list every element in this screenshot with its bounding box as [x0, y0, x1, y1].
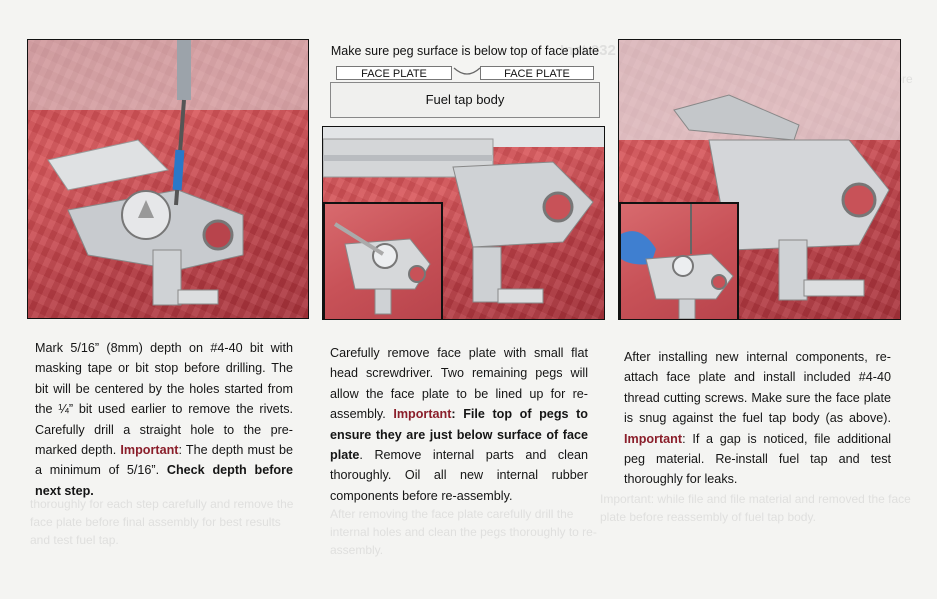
step1-photo: [27, 39, 309, 319]
caption-text: Carefully remove face plate with small flat head screwdriver. Two remaining pegs will allow the face plate to be lined up for re-assembly.: [330, 346, 588, 422]
important-label: Important: [393, 407, 452, 422]
screw-install-illustration: [621, 204, 737, 319]
caption-text: Mark 5/16” (8mm) depth on #4-40 bit with masking tape or bit stop before drilling. The bit will be centered by the holes started from the ¼” bit used earlier to remove the rivets. Carefully drill a straight hole to the pre-marked depth.: [35, 341, 293, 458]
drill-illustration: [28, 40, 309, 319]
step2-inset-photo: [323, 202, 443, 320]
caption-text: : If a gap is noticed, file additional peg material. Re-install fuel tap and test thoroughly for leaks.: [624, 431, 891, 487]
face-plate-left-label: FACE PLATE: [336, 66, 452, 80]
step3-photo: [618, 39, 901, 320]
step2-caption: [330, 343, 588, 506]
step2-photo: [322, 126, 605, 320]
caption-text: After installing new internal components, re-attach face plate and install included #4-40 thread cutting screws. Make sure the face plate is snug against the fuel tap body (as above).: [624, 350, 891, 426]
face-plate-right-label: FACE PLATE: [480, 66, 594, 80]
caption-text: : File top of pegs to ensure they are just below surface of face plate: [330, 407, 588, 463]
caption-text: Check depth before next step.: [35, 463, 293, 498]
important-label: Important: [624, 431, 683, 446]
step3-inset-photo: [619, 202, 739, 320]
step3-caption: [624, 347, 891, 490]
caption-text: . Remove internal parts and clean thoroughly. Oil all new internal rubber components before re-assembly.: [330, 448, 588, 503]
important-label: Important: [120, 443, 179, 458]
step1-caption: [35, 338, 293, 501]
peg-diagram: [330, 44, 600, 122]
fuel-tap-body-label: Fuel tap body: [330, 82, 600, 118]
screwdriver-illustration: [325, 204, 441, 319]
diagram-title: Make sure peg surface is below top of face plate: [330, 44, 600, 58]
caption-text: : The depth must be a minimum of 5/16”.: [35, 443, 293, 478]
